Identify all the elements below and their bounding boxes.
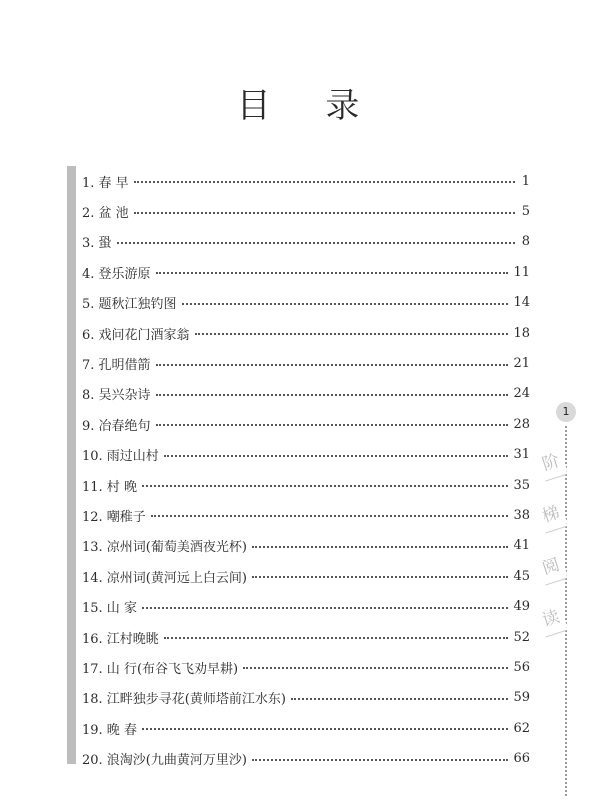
- toc-entry-page: 45: [513, 568, 530, 584]
- dot-leader: [134, 181, 515, 183]
- dot-leader: [134, 212, 515, 214]
- side-tab-char: 读: [535, 603, 568, 636]
- toc-entry[interactable]: [82, 500, 530, 530]
- toc-entry-page: 35: [513, 477, 530, 493]
- toc-entry[interactable]: [82, 561, 530, 591]
- toc-entry-page: 21: [513, 356, 530, 372]
- dot-leader: [252, 576, 509, 578]
- toc-entry[interactable]: [82, 652, 530, 682]
- toc-entry-title: 8. 吴兴杂诗: [82, 388, 151, 404]
- toc-entry[interactable]: [82, 257, 530, 287]
- toc-entry[interactable]: [82, 227, 530, 257]
- toc-entry-title: 19. 晚 春: [82, 722, 137, 738]
- dot-leader: [164, 637, 509, 639]
- dot-leader: [291, 698, 509, 700]
- toc-entry-title: 4. 登乐游原: [82, 266, 151, 282]
- toc-entry[interactable]: [82, 318, 530, 348]
- dot-leader: [151, 515, 509, 517]
- toc-entry-page: 18: [513, 325, 530, 341]
- side-tab-char: 阶: [535, 447, 568, 480]
- toc-entry-page: 5: [521, 204, 530, 220]
- side-page-number: 1: [556, 402, 576, 422]
- toc-entry-title: 13. 凉州词(葡萄美酒夜光杯): [82, 540, 247, 556]
- toc-entry-page: 28: [513, 416, 530, 432]
- toc-entry[interactable]: [82, 683, 530, 713]
- toc-entry-page: 38: [513, 507, 530, 523]
- toc-entry-title: 2. 盆 池: [82, 206, 129, 222]
- dot-leader: [164, 455, 509, 457]
- toc-entry-page: 11: [513, 264, 530, 280]
- toc-entry-title: 1. 春 早: [82, 175, 129, 191]
- toc-entry[interactable]: [82, 409, 530, 439]
- toc-entry-page: 62: [513, 720, 530, 736]
- dot-leader: [195, 333, 509, 335]
- dot-leader: [156, 272, 509, 274]
- dot-leader: [142, 607, 509, 609]
- toc-entry[interactable]: [82, 470, 530, 500]
- toc-entry-page: 56: [513, 659, 530, 675]
- side-dotted-line: [565, 426, 567, 796]
- toc-entry-title: 16. 江村晚眺: [82, 631, 159, 647]
- toc-entry[interactable]: [82, 348, 530, 378]
- toc-entry-title: 9. 冶春绝句: [82, 418, 151, 434]
- dot-leader: [156, 424, 509, 426]
- dot-leader: [142, 485, 509, 487]
- toc-entry[interactable]: [82, 440, 530, 470]
- toc-entry-title: 14. 凉州词(黄河远上白云间): [82, 570, 247, 586]
- toc-entry-title: 6. 戏问花门酒家翁: [82, 327, 190, 343]
- dot-leader: [117, 242, 515, 244]
- toc-entry[interactable]: [82, 743, 530, 773]
- toc-entry-title: 17. 山 行(布谷飞飞劝早耕): [82, 661, 239, 677]
- toc-entry-title: 11. 村 晚: [82, 479, 137, 495]
- toc-entry[interactable]: [82, 196, 530, 226]
- toc-entry-title: 7. 孔明借箭: [82, 358, 151, 374]
- dot-leader: [156, 364, 509, 366]
- toc-entry-title: 12. 嘲稚子: [82, 509, 146, 525]
- toc-accent-bar: [67, 166, 76, 764]
- toc-entry[interactable]: [82, 622, 530, 652]
- side-tab-char: 梯: [535, 499, 568, 532]
- dot-leader: [156, 394, 509, 396]
- toc-entry-title: 5. 题秋江独钓图: [82, 297, 177, 313]
- toc-entry-page: 59: [513, 690, 530, 706]
- dot-leader: [252, 759, 509, 761]
- toc-entry-page: 41: [513, 538, 530, 554]
- toc-entry[interactable]: [82, 531, 530, 561]
- toc-entry-page: 66: [513, 751, 530, 767]
- toc-entry[interactable]: [82, 379, 530, 409]
- toc-entry-title: 3. 蛩: [82, 236, 112, 252]
- toc-entry[interactable]: [82, 591, 530, 621]
- toc-entry[interactable]: [82, 288, 530, 318]
- dot-leader: [243, 667, 508, 669]
- toc-entry-page: 14: [513, 295, 530, 311]
- toc-entry-page: 1: [521, 173, 530, 189]
- toc-entry-title: 10. 雨过山村: [82, 449, 159, 465]
- toc-entry[interactable]: [82, 713, 530, 743]
- dot-leader: [252, 546, 509, 548]
- toc-entry-page: 24: [513, 386, 530, 402]
- toc-entry-title: 18. 江畔独步寻花(黄师塔前江水东): [82, 692, 286, 708]
- toc-entry-page: 31: [513, 447, 530, 463]
- table-of-contents: [82, 166, 530, 774]
- side-tab-char: 阅: [535, 551, 568, 584]
- toc-entry[interactable]: [82, 166, 530, 196]
- toc-entry-title: 15. 山 家: [82, 601, 137, 617]
- side-tab: [539, 402, 580, 800]
- toc-entry-page: 52: [513, 629, 530, 645]
- page-title: 目 录: [236, 86, 382, 126]
- toc-entry-page: 8: [521, 234, 530, 250]
- dot-leader: [182, 303, 509, 305]
- toc-entry-page: 49: [513, 599, 530, 615]
- dot-leader: [142, 728, 509, 730]
- toc-entry-title: 20. 浪淘沙(九曲黄河万里沙): [82, 753, 247, 769]
